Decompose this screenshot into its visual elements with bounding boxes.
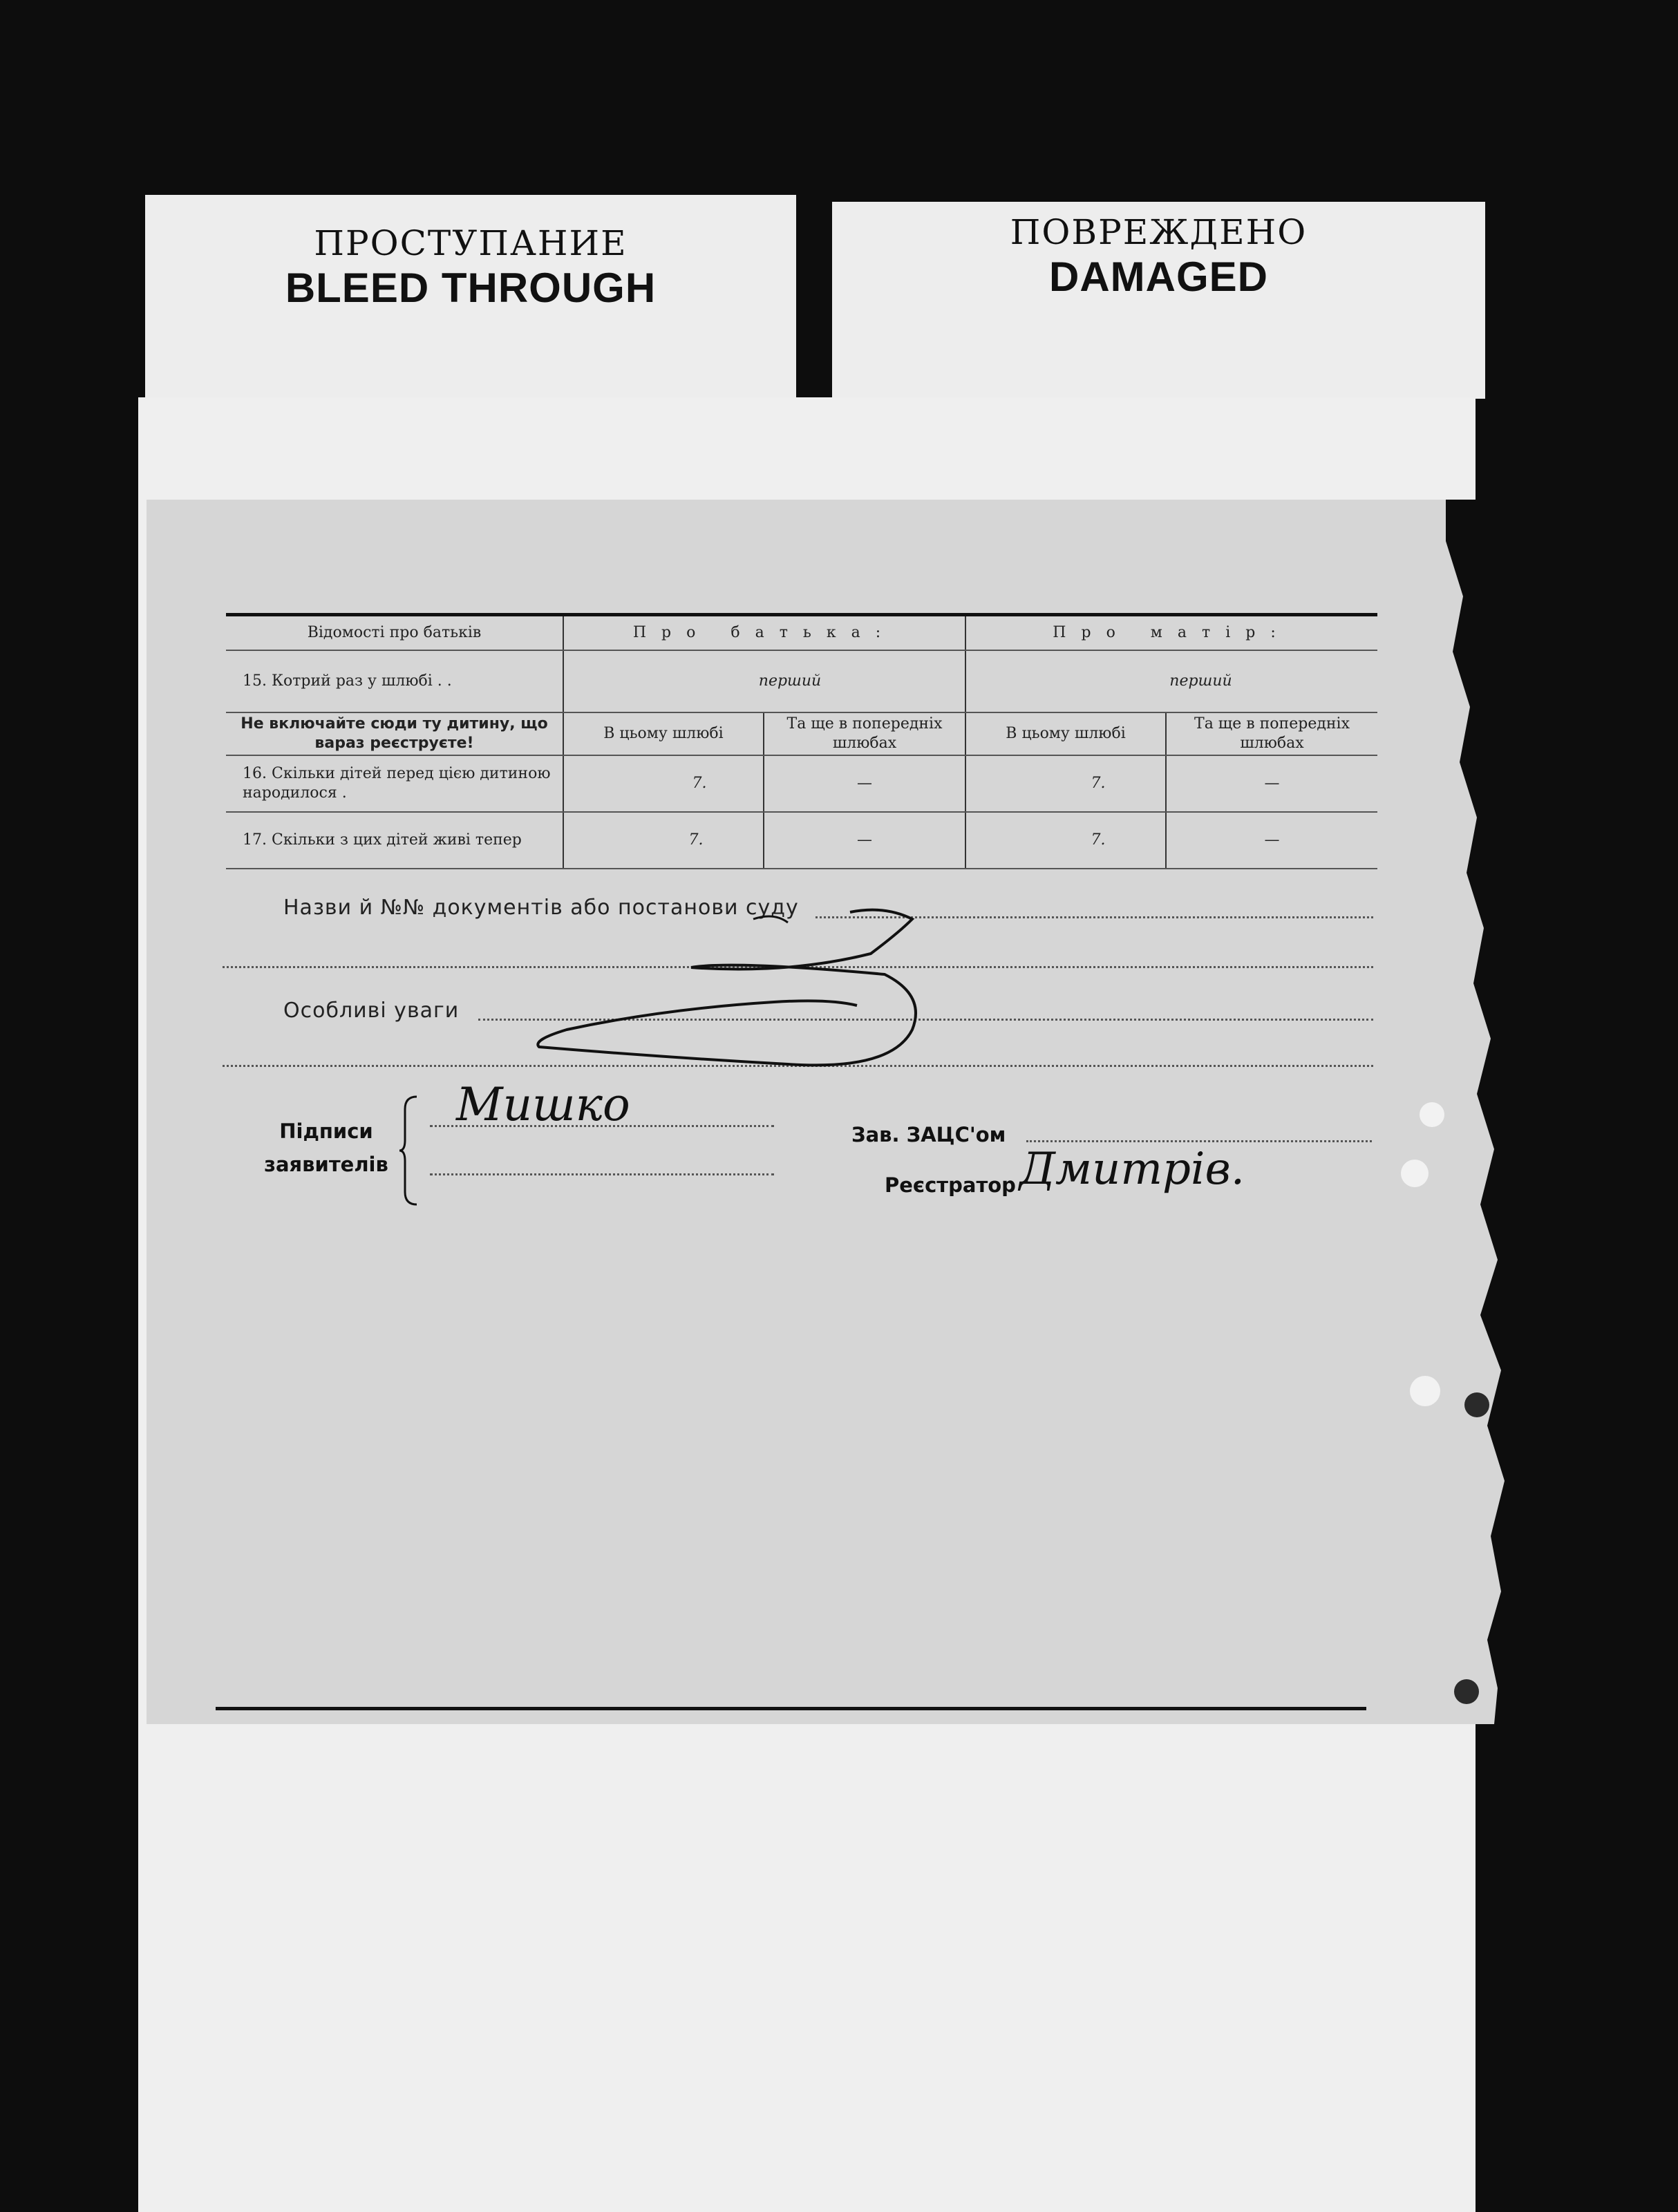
subheader-mother-current: В цьому шлюбі <box>965 712 1166 755</box>
notes-label: Особливі уваги <box>283 999 460 1023</box>
table-header-row <box>226 615 1377 651</box>
row15-father-value: перший <box>563 650 965 712</box>
header-parents-info: Відомості про батьків <box>226 615 563 651</box>
header-father: Про батька: <box>563 615 965 651</box>
bleed-through-target <box>145 195 796 399</box>
strike-through-flourish <box>525 891 926 1078</box>
row17-mother-prev: — <box>1166 812 1377 869</box>
applicants-brace <box>399 1095 420 1206</box>
applicants-label-line-1: Підписи <box>279 1119 373 1143</box>
applicants-label <box>257 1119 395 1176</box>
row16-father-current: 7. <box>563 755 764 812</box>
row17-mother-current: 7. <box>965 812 1166 869</box>
documents-label: Назви й №№ документів або постанови суду <box>283 896 799 920</box>
bleed-through-ru: ПРОСТУПАНИЕ <box>314 223 628 263</box>
parents-info-table <box>226 613 1377 869</box>
subheader-warning: Не включайте сюди ту дитину, що вараз реєструєте! <box>226 712 563 755</box>
row16-mother-prev: — <box>1166 755 1377 812</box>
subheader-father-current: В цьому шлюбі <box>563 712 764 755</box>
applicant-signature: Мишко <box>456 1078 630 1131</box>
row17-father-prev: — <box>764 812 965 869</box>
table-row-17 <box>226 812 1377 869</box>
head-label: Зав. ЗАЦС'ом <box>851 1123 1006 1146</box>
row17-label: 17. Скільки з цих дітей живі тепер <box>226 812 563 869</box>
row16-label: 16. Скільки дітей перед цією дитиною народилося . <box>226 755 563 812</box>
row15-mother-value: перший <box>965 650 1377 712</box>
row15-label: 15. Котрий раз у шлюбі . . <box>226 650 563 712</box>
bleed-through-en: BLEED THROUGH <box>285 265 657 311</box>
registrar-label: Реєстратор <box>885 1173 1016 1197</box>
table-row-16 <box>226 755 1377 812</box>
registrar-signature: Дмитрів. <box>1019 1144 1245 1195</box>
table-row-15 <box>226 650 1377 712</box>
damaged-en: DAMAGED <box>1049 254 1268 300</box>
subheader-father-prev: Та ще в попередніх шлюбах <box>764 712 965 755</box>
form-bottom-rule <box>216 1707 1366 1710</box>
header-mother: Про матір: <box>965 615 1377 651</box>
row16-mother-current: 7. <box>965 755 1166 812</box>
table-subheader-row <box>226 712 1377 755</box>
damaged-target <box>832 202 1485 399</box>
row17-father-current: 7. <box>563 812 764 869</box>
subheader-mother-prev: Та ще в попередніх шлюбах <box>1166 712 1377 755</box>
applicant-signature-line-2 <box>430 1173 774 1175</box>
damaged-ru: ПОВРЕЖДЕНО <box>1010 212 1308 252</box>
applicant-signature-line-1 <box>430 1125 774 1127</box>
row16-father-prev: — <box>764 755 965 812</box>
applicants-label-line-2: заявителів <box>264 1153 388 1176</box>
head-signature-line <box>1026 1140 1372 1142</box>
